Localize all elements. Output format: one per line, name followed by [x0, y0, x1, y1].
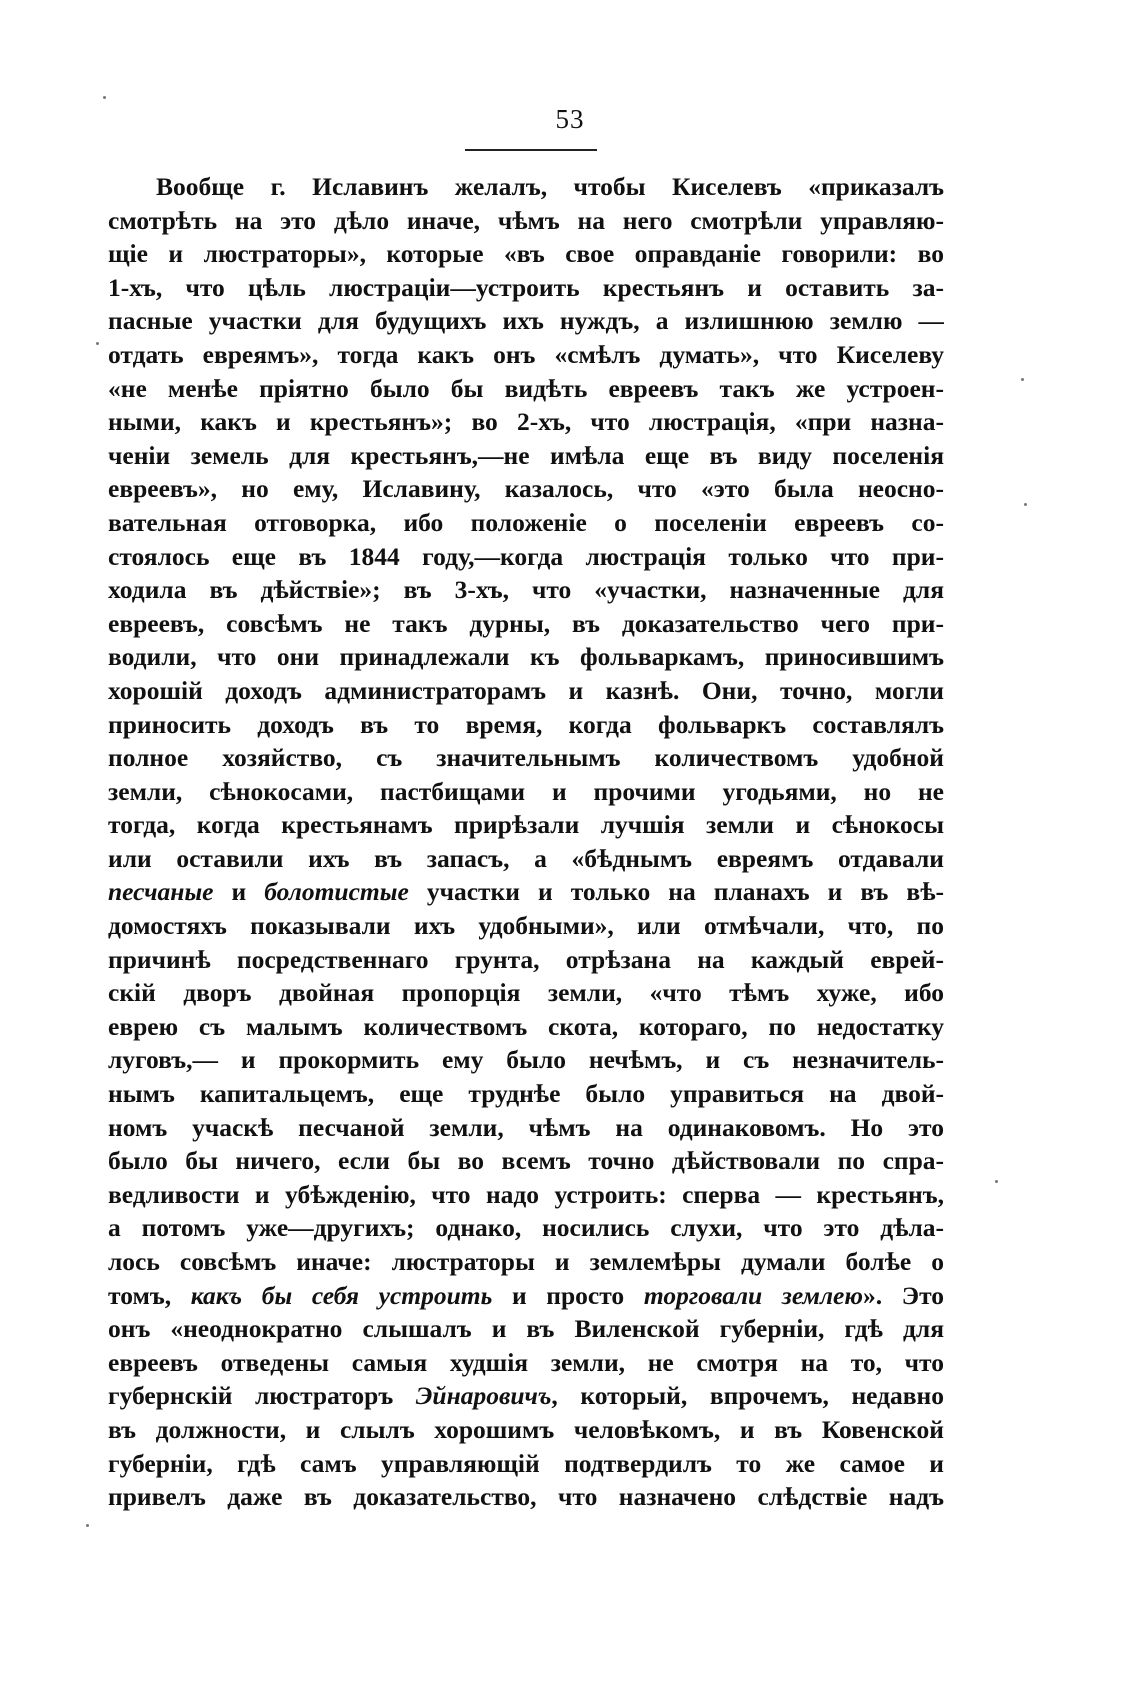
text-line: [108, 1043, 944, 1077]
text-line: [108, 1480, 944, 1514]
text-run: номъ учаскѣ песчаной земли, чѣмъ на одинаковомъ. Но это: [108, 1112, 944, 1142]
text-run: участки и только на планахъ и въ вѣ-: [408, 877, 944, 907]
text-run: ными, какъ и крестьянъ»; во 2-хъ, что люстрація, «при назна-: [108, 407, 944, 437]
scan-speck: [1021, 378, 1024, 381]
text-line: [108, 909, 944, 943]
scan-speck: [103, 96, 106, 99]
text-line: [108, 1413, 944, 1447]
body-text: [108, 170, 944, 1514]
text-run: приносить доходъ въ то время, когда фольваркъ составлялъ: [108, 709, 944, 739]
text-run: въ должности, и слылъ хорошимъ человѣкомъ, и въ Ковенской: [108, 1414, 944, 1444]
text-line: [108, 708, 944, 742]
text-run: Вообще г. Иславинъ желалъ, чтобы Киселевъ «приказалъ: [156, 172, 944, 201]
text-line: [108, 1379, 944, 1413]
text-line: [108, 1077, 944, 1111]
italic-text: болотистые: [264, 877, 409, 907]
text-run: земли, сѣнокосами, пастбищами и прочими угодьями, но не: [108, 776, 944, 806]
italic-text: Эйнаровичъ: [415, 1381, 552, 1411]
text-line: [108, 338, 944, 372]
text-line: [108, 271, 944, 305]
text-run: губерніи, гдѣ самъ управляющій подтвердилъ то же самое и: [108, 1448, 944, 1478]
text-run: привелъ даже въ доказательство, что назначено слѣдствіе надъ: [108, 1482, 944, 1512]
text-run: причинѣ посредственнаго грунта, отрѣзана на каждый еврей-: [108, 944, 944, 974]
text-run: полное хозяйство, съ значительнымъ количествомъ удобной: [108, 743, 944, 773]
text-line: [108, 607, 944, 641]
text-run: лось совсѣмъ иначе: люстраторы и землемѣры думали болѣе о: [108, 1247, 944, 1276]
text-run: и просто: [492, 1280, 644, 1310]
text-run: было бы ничего, если бы во всемъ точно дѣйствовали по спра-: [108, 1146, 944, 1176]
text-line: [108, 1178, 944, 1212]
text-run: онъ «неоднократно слышалъ и въ Виленской губерніи, гдѣ для: [108, 1314, 944, 1344]
text-run: ченіи земель для крестьянъ,—не имѣла еще въ виду поселенія: [108, 440, 944, 470]
text-run: ходила въ дѣйствіе»; въ 3-хъ, что «участки, назначенные для: [108, 575, 944, 605]
text-line: [108, 741, 944, 775]
text-line: [108, 304, 944, 338]
text-line: [108, 1245, 944, 1279]
scan-speck: [995, 1180, 998, 1183]
text-line: [108, 640, 944, 674]
text-line: [108, 439, 944, 473]
text-run: евреевъ отведены самыя худшія земли, не смотря на то, что: [108, 1347, 944, 1377]
text-line: [108, 1144, 944, 1178]
text-run: пасные участки для будущихъ ихъ нуждъ, а излишнюю землю —: [108, 306, 944, 336]
text-run: еврею съ малымъ количествомъ скота, котораго, по недостатку: [108, 1011, 944, 1041]
text-line: [108, 1010, 944, 1044]
text-line: [108, 472, 944, 506]
text-run: стоялось еще въ 1844 году,—когда люстрація только что при-: [108, 541, 944, 571]
text-run: ». Это: [863, 1280, 944, 1310]
text-line: [108, 775, 944, 809]
text-run: щіе и люстраторы», которые «въ свое оправданіе говорили: во: [108, 239, 944, 269]
text-line: [108, 506, 944, 540]
text-run: , который, впрочемъ, недавно: [551, 1381, 944, 1411]
text-line: [108, 170, 944, 204]
text-run: домостяхъ показывали ихъ удобными», или отмѣчали, что, по: [108, 911, 944, 941]
text-line: [108, 808, 944, 842]
text-line: [108, 1279, 944, 1313]
scan-speck: [96, 342, 99, 345]
scan-speck: [86, 1524, 89, 1527]
header-rule: [465, 149, 597, 151]
italic-text: песчаные: [108, 877, 214, 907]
text-run: тогда, когда крестьянамъ прирѣзали лучшія земли и сѣнокосы: [108, 810, 944, 840]
text-run: смотрѣть на это дѣло иначе, чѣмъ на него смотрѣли управляю-: [108, 205, 944, 235]
text-line: [108, 1346, 944, 1380]
italic-text: торговали землею: [643, 1280, 863, 1310]
text-line: [108, 405, 944, 439]
text-line: [108, 237, 944, 271]
scan-speck: [1024, 503, 1027, 506]
text-run: томъ,: [108, 1280, 191, 1310]
text-run: водили, что они принадлежали къ фольваркамъ, приносившимъ: [108, 642, 944, 672]
text-line: [108, 1211, 944, 1245]
text-line: [108, 1111, 944, 1145]
text-run: скій дворъ двойная пропорція земли, «что тѣмъ хуже, ибо: [108, 978, 944, 1008]
text-line: [108, 674, 944, 708]
text-line: [108, 573, 944, 607]
text-run: хорошій доходъ администраторамъ и казнѣ. Они, точно, могли: [108, 675, 944, 705]
text-line: [108, 943, 944, 977]
text-run: а потомъ уже—другихъ; однако, носились слухи, что это дѣла-: [108, 1213, 944, 1243]
text-run: евреевъ, совсѣмъ не такъ дурны, въ доказательство чего при-: [108, 608, 944, 638]
text-line: [108, 1447, 944, 1481]
text-line: [108, 842, 944, 876]
text-run: 1-хъ, что цѣль люстраціи—устроить крестьянъ и оставить за-: [108, 272, 944, 302]
text-run: отдать евреямъ», тогда какъ онъ «смѣлъ думать», что Киселеву: [108, 339, 944, 369]
text-line: [108, 372, 944, 406]
text-line: [108, 976, 944, 1010]
text-run: ведливости и убѣжденію, что надо устроить: сперва — крестьянъ,: [108, 1179, 944, 1209]
text-run: «не менѣе пріятно было бы видѣть евреевъ такъ же устроен-: [108, 373, 944, 403]
text-run: и: [213, 877, 265, 907]
text-line: [108, 204, 944, 238]
text-line: [108, 875, 944, 909]
text-run: евреевъ», но ему, Иславину, казалось, что «это была неосно-: [108, 474, 944, 504]
text-run: нымъ капитальцемъ, еще труднѣе было управиться на двой-: [108, 1079, 944, 1109]
text-run: вательная отговорка, ибо положеніе о поселеніи евреевъ со-: [108, 507, 944, 537]
text-run: или оставили ихъ въ запасъ, а «бѣднымъ евреямъ отдавали: [108, 843, 944, 873]
italic-text: какъ бы себя устроить: [190, 1280, 493, 1310]
text-run: луговъ,— и прокормить ему было нечѣмъ, и съ незначитель-: [108, 1045, 944, 1075]
page-number: 53: [555, 104, 585, 134]
text-line: [108, 540, 944, 574]
text-line: [108, 1312, 944, 1346]
text-run: губернскій люстраторъ: [108, 1381, 416, 1411]
